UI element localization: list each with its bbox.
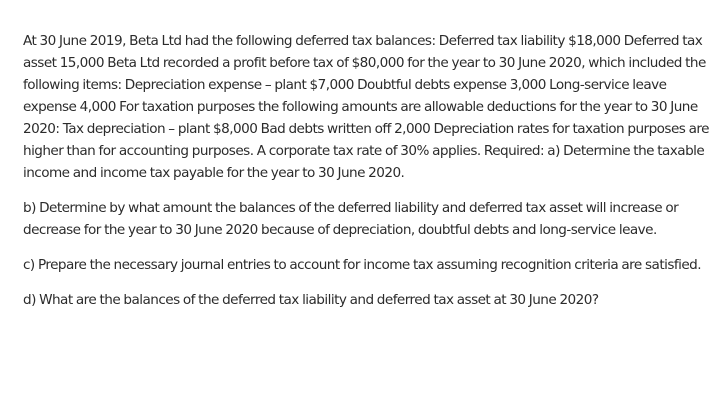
question-paragraph-d: d) What are the balances of the deferred tax liability and deferred tax asset at 30 June 2020? [23, 292, 599, 308]
question-paragraph-b: b) Determine by what amount the balances of the deferred liability and deferred tax asset will increase or decrease for the year to 30 June 2020 because of depreciation, doubtful debts and long-service leave. [23, 200, 679, 238]
question-paragraph-c: c) Prepare the necessary journal entries to account for income tax assuming recognition criteria are satisfied. [23, 257, 701, 273]
question-text [23, 30, 709, 311]
question-paragraph-a: At 30 June 2019, Beta Ltd had the following deferred tax balances: Deferred tax liability $18,000 Deferred tax asset 15,000 Beta Ltd recorded a profit before tax of $80,000 for the year to 30 June 2020, which included the following items: Depreciation expense – plant $7,000 Doubtful debts expense 3,000 Long-service leave expense 4,000 For taxation purposes the following amounts are allowable deductions for the year to 30 June 2020: Tax depreciation – plant $8,000 Bad debts written off 2,000 Depreciation rates for taxation purposes are higher than for accounting purposes. A corporate tax rate of 30% applies. Required: a) Determine the taxable income and income tax payable for the year to 30 June 2020. [23, 33, 709, 181]
